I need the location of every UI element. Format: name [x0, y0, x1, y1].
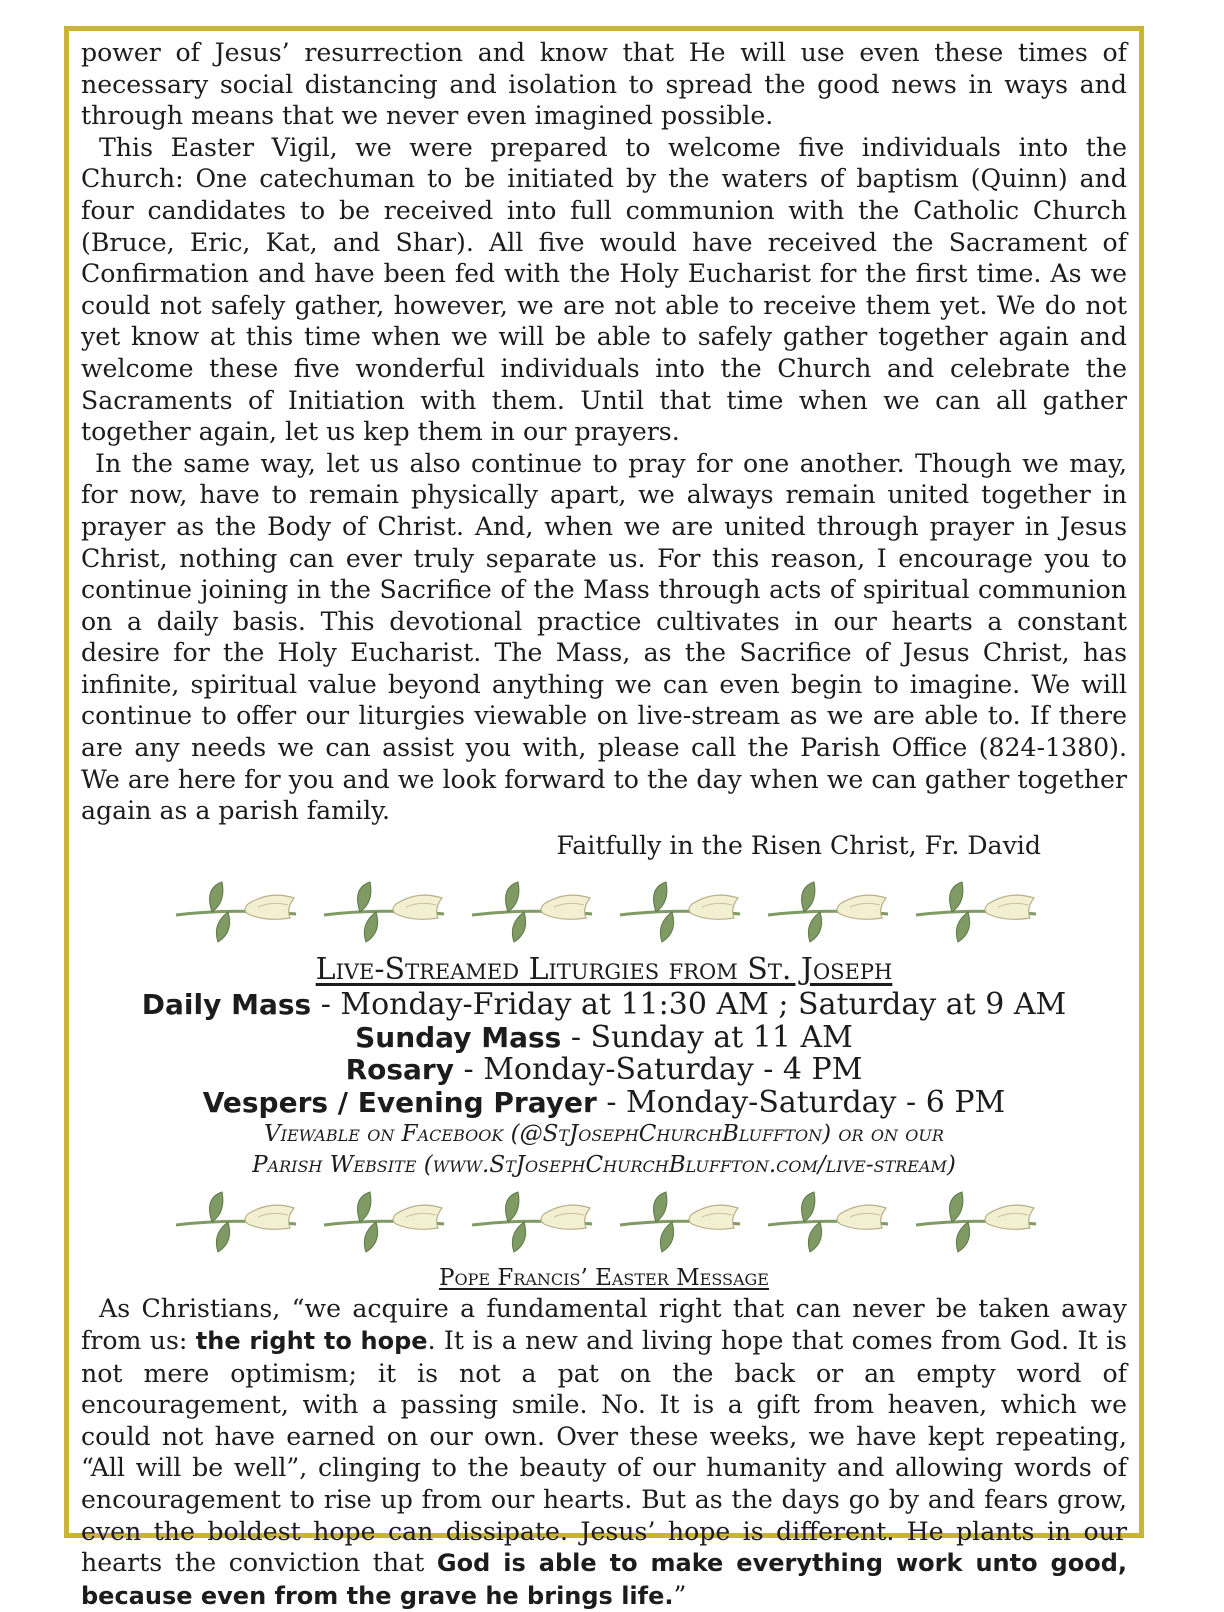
- pope-middle: . It is a new and living hope that comes from God. It is not mere optimism; it is not a pat on the back or an empty word of encouragement, with a passing smile. No. It is a gift from heaven, which we could not have earned on our own. Over these weeks, we have kept repeating, “All will be well”, clinging to the beauty of our humanity and allowing words of encouragement to rise up from our hearts. But as the days go by and fears grow, even the boldest hope can dissipate. Jesus’ hope is different. He plants in our hearts the conviction that: [81, 1326, 1127, 1578]
- viewable-line-2: Parish Website (www.StJosephChurchBluffton.com/live-stream): [252, 1152, 956, 1179]
- lily-vine-divider-icon: [172, 1187, 1036, 1257]
- lily-sprig-icon: [620, 882, 740, 942]
- schedule-label: Vespers / Evening Prayer: [202, 1085, 597, 1119]
- schedule-row: [81, 1019, 1127, 1055]
- lily-sprig-icon: [472, 882, 592, 942]
- schedule-row: [81, 1084, 1127, 1120]
- schedule-row: [81, 989, 1127, 1022]
- schedule-label: Rosary: [345, 1053, 454, 1087]
- lily-sprig-icon: [176, 882, 296, 942]
- lily-sprig-icon: [916, 1192, 1036, 1252]
- pope-closing: ”: [673, 1580, 687, 1610]
- lily-sprig-icon: [472, 1192, 592, 1252]
- schedule-label: Sunday Mass: [355, 1020, 562, 1054]
- lily-sprig-icon: [620, 1192, 740, 1252]
- letter-signature: Faitfully in the Risen Christ, Fr. David: [556, 830, 1041, 860]
- lily-sprig-icon: [324, 882, 444, 942]
- pope-message-paragraph: [81, 1293, 1127, 1612]
- lily-vine-divider-icon: [172, 877, 1036, 947]
- pope-bold-2: God is able to make everything work unto good, because even from the grave he brings life.: [81, 1549, 1128, 1610]
- lily-sprig-icon: [768, 1192, 888, 1252]
- schedule-detail: - Sunday at 11 AM: [561, 1019, 853, 1055]
- page-content: [81, 37, 1128, 1610]
- schedule-label: Daily Mass: [141, 988, 312, 1022]
- page-border: [64, 26, 1144, 1610]
- schedule-detail: - Monday-Friday at 11:30 AM ; Saturday at 9 AM: [311, 987, 1067, 1023]
- lily-sprig-icon: [324, 1192, 444, 1252]
- livestream-title: Live-Streamed Liturgies from St. Joseph: [315, 952, 893, 988]
- viewable-line-1: Viewable on Facebook (@StJosephChurchBluffton) or on our: [264, 1121, 944, 1148]
- schedule-row: [81, 1054, 1127, 1087]
- lily-sprig-icon: [768, 882, 888, 942]
- lily-sprig-icon: [176, 1192, 296, 1252]
- schedule-detail: - Monday-Saturday - 4 PM: [454, 1052, 863, 1088]
- schedule-detail: - Monday-Saturday - 6 PM: [596, 1084, 1006, 1120]
- pope-bold-1: the right to hope: [195, 1327, 428, 1356]
- lily-sprig-icon: [916, 882, 1036, 942]
- pope-intro: As Christians, “we acquire a fundamental right that can never be taken away from us:: [81, 1294, 1127, 1356]
- letter-paragraph-3: In the same way, let us also continue to pray for one another. Though we may, for now, have to remain physically apart, we always remain united together in prayer as the Body of Christ. And, when we are united through prayer in Jesus Christ, nothing can ever truly separate us. For this reason, I encourage you to continue joining in the Sacrifice of the Mass through acts of spiritual communion on a daily basis. This devotional practice cultivates in our hearts a constant desire for the Holy Eucharist. The Mass, as the Sacrifice of Jesus Christ, has infinite, spiritual value beyond anything we can even begin to imagine. We will continue to offer our liturgies viewable on live-stream as we are able to. If there are any needs we can assist you with, please call the Parish Office (824-1380). We are here for you and we look forward to the day when we can gather together again as a parish family.: [81, 448, 1127, 826]
- letter-paragraph-2: This Easter Vigil, we were prepared to welcome five individuals into the Church: One catechuman to be initiated by the waters of baptism (Quinn) and four candidates to be received into full communion with the Catholic Church (Bruce, Eric, Kat, and Shar). All five would have received the Sacrament of Confirmation and have been fed with the Holy Eucharist for the first time. As we could not safely gather, however, we are not able to receive them yet. We do not yet know at this time when we will be able to safely gather together again and welcome these five wonderful individuals into the Church and celebrate the Sacraments of Initiation with them. Until that time when we can all gather together again, let us kep them in our prayers.: [81, 132, 1127, 447]
- letter-paragraph-1: power of Jesus’ resurrection and know that He will use even these times of necessary social distancing and isolation to spread the good news in ways and through means that we never even imagined possible.: [81, 38, 1127, 131]
- pope-message-title: Pope Francis’ Easter Message: [439, 1265, 769, 1292]
- livestream-schedule: [81, 989, 1127, 1119]
